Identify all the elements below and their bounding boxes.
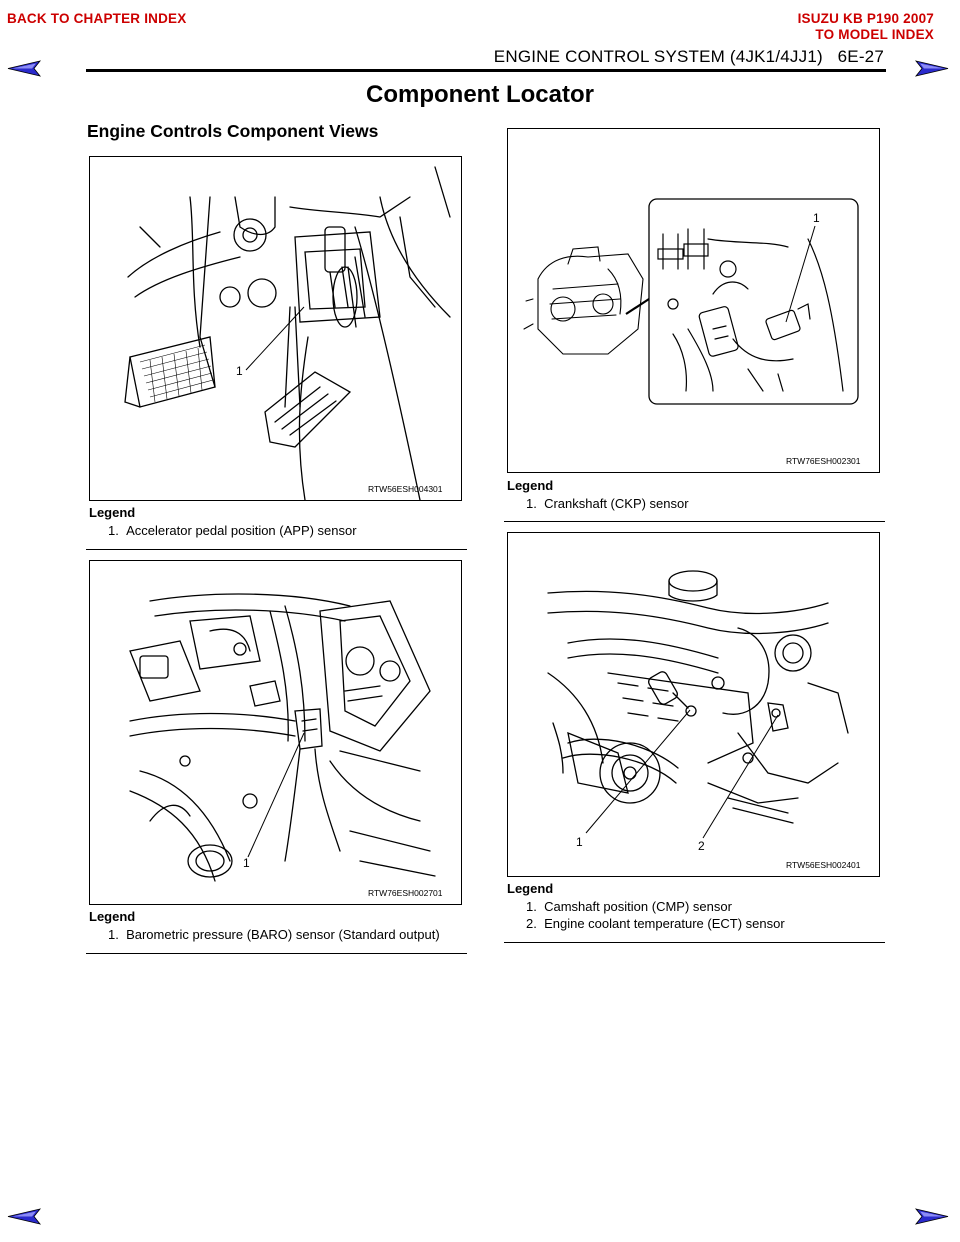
back-to-model-index-link[interactable]: TO MODEL INDEX (815, 27, 934, 42)
header-page-number: 6E-27 (837, 47, 884, 66)
figure-code: RTW56ESH002401 (786, 860, 861, 870)
legend-item-number: 2. (526, 916, 537, 931)
prev-page-arrow-icon[interactable] (6, 60, 42, 77)
legend-item (526, 496, 689, 511)
cmp-ect-illustration (508, 533, 879, 876)
legend-heading: Legend (89, 505, 136, 520)
app-sensor-illustration (90, 157, 461, 500)
legend-item-text: Crankshaft (CKP) sensor (544, 496, 689, 511)
legend-item-number: 1. (108, 523, 119, 538)
callout-1: 1 (243, 856, 250, 870)
legend-item-text: Accelerator pedal position (APP) sensor (126, 523, 357, 538)
figure-ckp-sensor (507, 128, 880, 473)
callout-1: 1 (576, 835, 583, 849)
divider (504, 521, 885, 522)
figure-cmp-ect-sensors (507, 532, 880, 877)
figure-code: RTW76ESH002701 (368, 888, 443, 898)
figure-code: RTW76ESH002301 (786, 456, 861, 466)
legend-item-number: 1. (526, 899, 537, 914)
legend-item-number: 1. (108, 927, 119, 942)
callout-1: 1 (813, 211, 820, 225)
legend-item (526, 916, 785, 931)
page-header (494, 47, 884, 67)
divider (86, 953, 467, 954)
legend-heading: Legend (89, 909, 136, 924)
legend-heading: Legend (507, 478, 554, 493)
legend-item-text: Engine coolant temperature (ECT) sensor (544, 916, 785, 931)
header-section: ENGINE CONTROL SYSTEM (4JK1/4JJ1) (493, 47, 823, 66)
legend-item-number: 1. (526, 496, 537, 511)
callout-2: 2 (698, 839, 705, 853)
legend-item-text: Camshaft position (CMP) sensor (544, 899, 732, 914)
ckp-sensor-illustration (508, 129, 879, 472)
callout-1: 1 (236, 364, 243, 378)
legend-item (526, 899, 732, 914)
model-nav (798, 11, 934, 43)
back-to-chapter-index-link[interactable]: BACK TO CHAPTER INDEX (7, 11, 187, 26)
baro-sensor-illustration (90, 561, 461, 904)
header-rule (86, 69, 886, 72)
divider (86, 549, 467, 550)
detail-inset (649, 199, 858, 404)
figure-baro-sensor (89, 560, 462, 905)
legend-item-text: Barometric pressure (BARO) sensor (Standard output) (126, 927, 440, 942)
next-page-arrow-icon[interactable] (914, 60, 950, 77)
page-title: Component Locator (366, 81, 594, 108)
next-page-arrow-icon[interactable] (914, 1208, 950, 1225)
legend-item (108, 927, 440, 942)
prev-page-arrow-icon[interactable] (6, 1208, 42, 1225)
model-title-link[interactable]: ISUZU KB P190 2007 (797, 11, 934, 26)
section-title: Engine Controls Component Views (87, 121, 379, 141)
divider (504, 942, 885, 943)
figure-app-sensor (89, 156, 462, 501)
legend-item (108, 523, 357, 538)
legend-heading: Legend (507, 881, 554, 896)
figure-code: RTW56ESH004301 (368, 484, 443, 494)
